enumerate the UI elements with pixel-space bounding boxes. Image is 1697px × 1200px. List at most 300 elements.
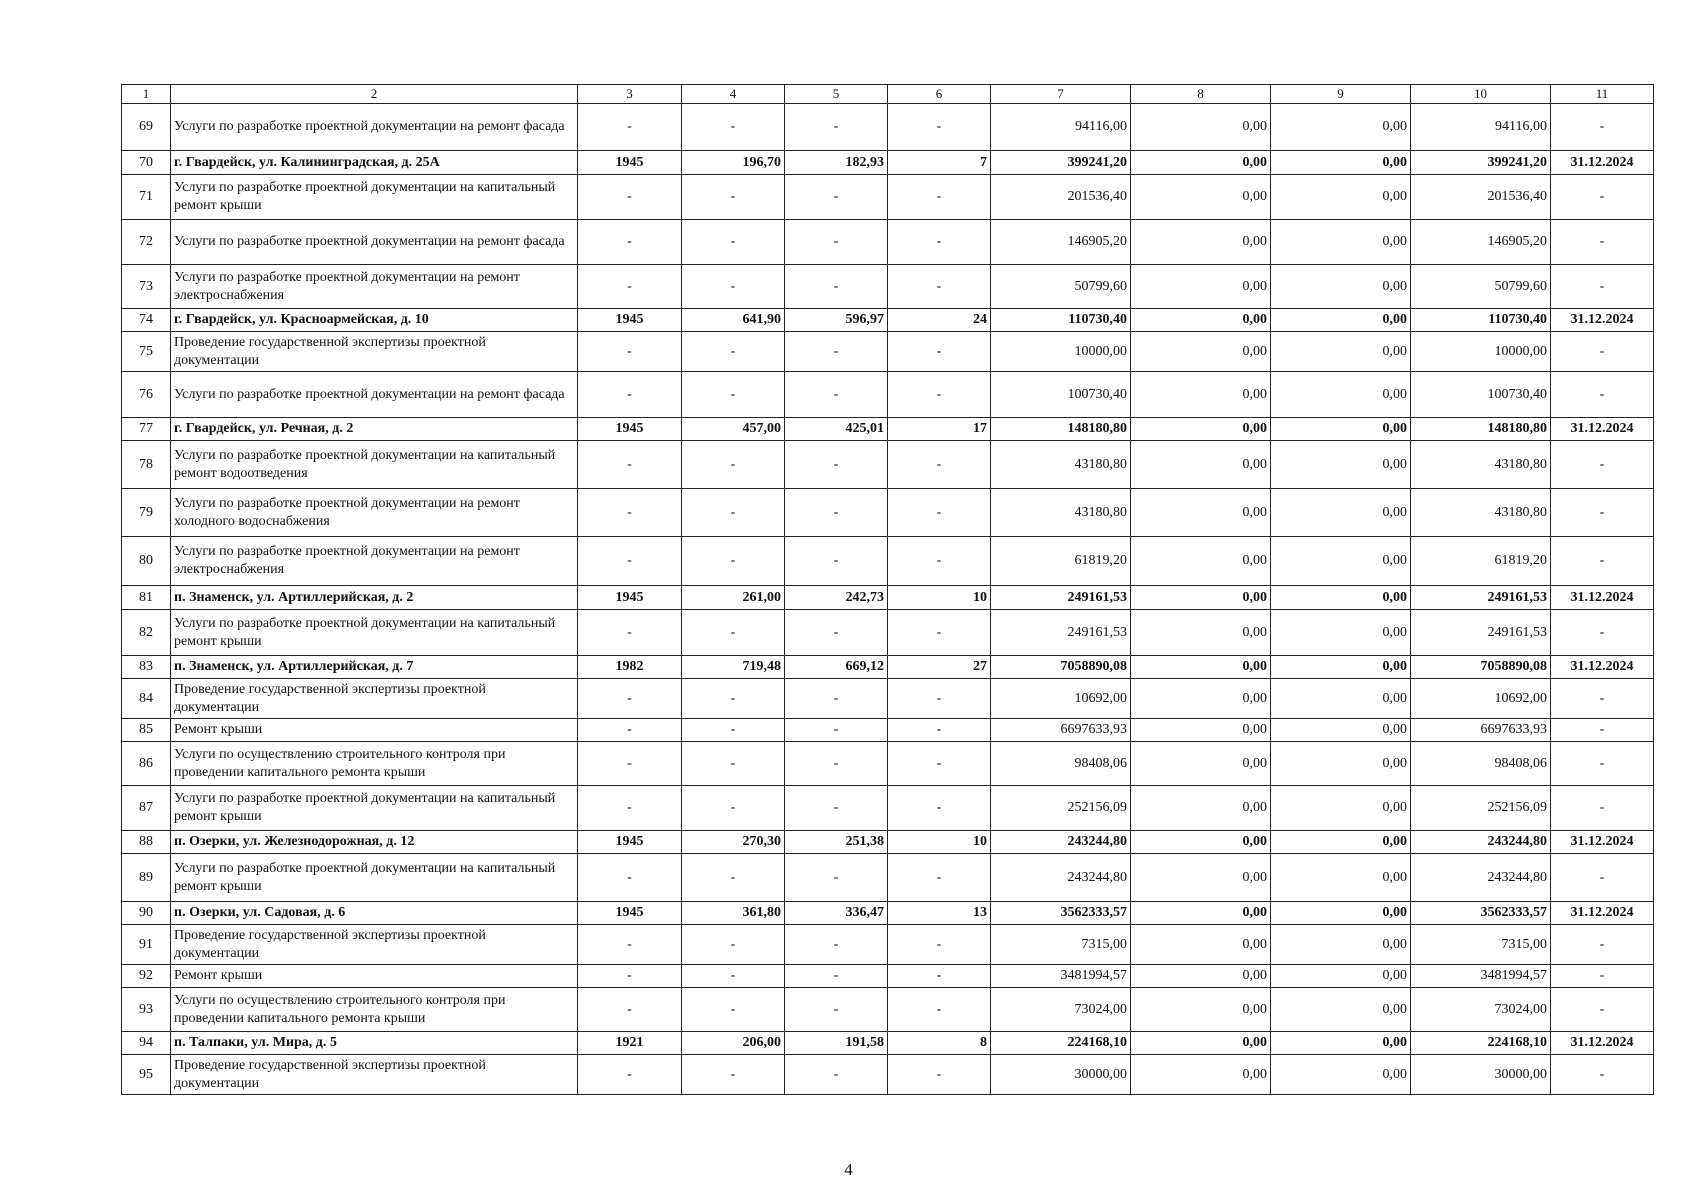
fund-share-cell: 0,00 [1131, 656, 1271, 679]
total-area-cell: - [682, 537, 785, 586]
owners-share-cell: 201536,40 [1411, 175, 1551, 220]
budget-share-cell: 0,00 [1271, 151, 1411, 175]
budget-share-cell: 0,00 [1271, 679, 1411, 719]
owners-share-cell: 98408,06 [1411, 742, 1551, 786]
description-cell: Услуги по разработке проектной документации на ремонт электроснабжения [171, 265, 578, 309]
total-cost-cell: 201536,40 [991, 175, 1131, 220]
work-row [122, 679, 1654, 719]
description-cell: Услуги по разработке проектной документации на капитальный ремонт крыши [171, 786, 578, 831]
residents-cell: - [888, 965, 991, 988]
row-number-cell: 78 [122, 441, 171, 489]
row-number-cell: 86 [122, 742, 171, 786]
completion-date-cell: 31.12.2024 [1551, 902, 1654, 925]
build-year-cell: 1945 [578, 309, 682, 332]
living-area-cell: 336,47 [785, 902, 888, 925]
total-area-cell: - [682, 175, 785, 220]
row-number-cell: 75 [122, 332, 171, 372]
build-year-cell: - [578, 489, 682, 537]
completion-date-cell: 31.12.2024 [1551, 656, 1654, 679]
residents-cell: - [888, 441, 991, 489]
total-area-cell: - [682, 679, 785, 719]
living-area-cell: - [785, 441, 888, 489]
total-area-cell: - [682, 265, 785, 309]
living-area-cell: - [785, 786, 888, 831]
row-number-cell: 88 [122, 831, 171, 854]
living-area-cell: - [785, 854, 888, 902]
work-row [122, 719, 1654, 742]
living-area-cell: 425,01 [785, 418, 888, 441]
total-area-cell: - [682, 489, 785, 537]
total-area-cell: - [682, 220, 785, 265]
build-year-cell: 1945 [578, 902, 682, 925]
row-number-cell: 87 [122, 786, 171, 831]
owners-share-cell: 100730,40 [1411, 372, 1551, 418]
work-row [122, 1055, 1654, 1095]
address-row [122, 418, 1654, 441]
total-cost-cell: 224168,10 [991, 1032, 1131, 1055]
owners-share-cell: 243244,80 [1411, 831, 1551, 854]
work-row [122, 220, 1654, 265]
fund-share-cell: 0,00 [1131, 586, 1271, 610]
fund-share-cell: 0,00 [1131, 610, 1271, 656]
budget-share-cell: 0,00 [1271, 372, 1411, 418]
fund-share-cell: 0,00 [1131, 309, 1271, 332]
budget-share-cell: 0,00 [1271, 831, 1411, 854]
living-area-cell: - [785, 175, 888, 220]
description-cell: Услуги по разработке проектной документации на ремонт фасада [171, 372, 578, 418]
residents-cell: - [888, 719, 991, 742]
build-year-cell: - [578, 220, 682, 265]
work-row [122, 104, 1654, 151]
fund-share-cell: 0,00 [1131, 786, 1271, 831]
completion-date-cell: - [1551, 104, 1654, 151]
residents-cell: - [888, 854, 991, 902]
row-number-cell: 74 [122, 309, 171, 332]
owners-share-cell: 224168,10 [1411, 1032, 1551, 1055]
residents-cell: - [888, 988, 991, 1032]
build-year-cell: 1945 [578, 586, 682, 610]
total-cost-cell: 73024,00 [991, 988, 1131, 1032]
description-cell: п. Озерки, ул. Садовая, д. 6 [171, 902, 578, 925]
budget-share-cell: 0,00 [1271, 104, 1411, 151]
total-cost-cell: 399241,20 [991, 151, 1131, 175]
budget-share-cell: 0,00 [1271, 965, 1411, 988]
residents-cell: - [888, 489, 991, 537]
total-area-cell: - [682, 332, 785, 372]
row-number-cell: 90 [122, 902, 171, 925]
total-cost-cell: 98408,06 [991, 742, 1131, 786]
column-number: 11 [1551, 85, 1654, 104]
row-number-cell: 77 [122, 418, 171, 441]
column-numbers-row [122, 85, 1654, 104]
work-row [122, 489, 1654, 537]
description-cell: Услуги по разработке проектной документации на ремонт электроснабжения [171, 537, 578, 586]
residents-cell: - [888, 175, 991, 220]
description-cell: г. Гвардейск, ул. Калининградская, д. 25А [171, 151, 578, 175]
completion-date-cell: 31.12.2024 [1551, 418, 1654, 441]
total-area-cell: - [682, 854, 785, 902]
owners-share-cell: 43180,80 [1411, 441, 1551, 489]
residents-cell: 17 [888, 418, 991, 441]
owners-share-cell: 7058890,08 [1411, 656, 1551, 679]
total-area-cell: 261,00 [682, 586, 785, 610]
residents-cell: - [888, 786, 991, 831]
owners-share-cell: 146905,20 [1411, 220, 1551, 265]
build-year-cell: 1921 [578, 1032, 682, 1055]
completion-date-cell: - [1551, 489, 1654, 537]
budget-share-cell: 0,00 [1271, 265, 1411, 309]
living-area-cell: - [785, 332, 888, 372]
total-cost-cell: 43180,80 [991, 441, 1131, 489]
total-area-cell: - [682, 610, 785, 656]
fund-share-cell: 0,00 [1131, 489, 1271, 537]
description-cell: Услуги по разработке проектной документации на капитальный ремонт крыши [171, 610, 578, 656]
description-cell: Ремонт крыши [171, 719, 578, 742]
column-number: 7 [991, 85, 1131, 104]
build-year-cell: - [578, 854, 682, 902]
fund-share-cell: 0,00 [1131, 679, 1271, 719]
row-number-cell: 73 [122, 265, 171, 309]
owners-share-cell: 94116,00 [1411, 104, 1551, 151]
description-cell: Услуги по разработке проектной документации на капитальный ремонт крыши [171, 175, 578, 220]
budget-share-cell: 0,00 [1271, 786, 1411, 831]
total-cost-cell: 243244,80 [991, 854, 1131, 902]
budget-share-cell: 0,00 [1271, 610, 1411, 656]
description-cell: п. Знаменск, ул. Артиллерийская, д. 2 [171, 586, 578, 610]
address-row [122, 151, 1654, 175]
living-area-cell: - [785, 988, 888, 1032]
row-number-cell: 83 [122, 656, 171, 679]
fund-share-cell: 0,00 [1131, 537, 1271, 586]
budget-share-cell: 0,00 [1271, 854, 1411, 902]
address-row [122, 309, 1654, 332]
total-cost-cell: 243244,80 [991, 831, 1131, 854]
page-number: 4 [844, 1160, 853, 1179]
address-row [122, 831, 1654, 854]
row-number-cell: 81 [122, 586, 171, 610]
residents-cell: 24 [888, 309, 991, 332]
build-year-cell: - [578, 988, 682, 1032]
total-cost-cell: 148180,80 [991, 418, 1131, 441]
budget-share-cell: 0,00 [1271, 175, 1411, 220]
work-row [122, 441, 1654, 489]
build-year-cell: - [578, 786, 682, 831]
total-cost-cell: 249161,53 [991, 610, 1131, 656]
budget-share-cell: 0,00 [1271, 988, 1411, 1032]
total-area-cell: 206,00 [682, 1032, 785, 1055]
budget-share-cell: 0,00 [1271, 537, 1411, 586]
fund-share-cell: 0,00 [1131, 902, 1271, 925]
address-row [122, 586, 1654, 610]
build-year-cell: - [578, 332, 682, 372]
description-cell: Проведение государственной экспертизы проектной документации [171, 679, 578, 719]
completion-date-cell: 31.12.2024 [1551, 1032, 1654, 1055]
build-year-cell: - [578, 719, 682, 742]
residents-cell: - [888, 332, 991, 372]
build-year-cell: - [578, 265, 682, 309]
budget-share-cell: 0,00 [1271, 309, 1411, 332]
owners-share-cell: 3562333,57 [1411, 902, 1551, 925]
total-cost-cell: 110730,40 [991, 309, 1131, 332]
owners-share-cell: 50799,60 [1411, 265, 1551, 309]
living-area-cell: - [785, 610, 888, 656]
row-number-cell: 84 [122, 679, 171, 719]
living-area-cell: 251,38 [785, 831, 888, 854]
owners-share-cell: 3481994,57 [1411, 965, 1551, 988]
residents-cell: 13 [888, 902, 991, 925]
completion-date-cell: 31.12.2024 [1551, 831, 1654, 854]
completion-date-cell: - [1551, 965, 1654, 988]
total-cost-cell: 43180,80 [991, 489, 1131, 537]
owners-share-cell: 61819,20 [1411, 537, 1551, 586]
column-number: 6 [888, 85, 991, 104]
completion-date-cell: - [1551, 610, 1654, 656]
total-cost-cell: 10692,00 [991, 679, 1131, 719]
build-year-cell: 1982 [578, 656, 682, 679]
fund-share-cell: 0,00 [1131, 104, 1271, 151]
total-area-cell: 641,90 [682, 309, 785, 332]
residents-cell: 7 [888, 151, 991, 175]
row-number-cell: 89 [122, 854, 171, 902]
total-cost-cell: 94116,00 [991, 104, 1131, 151]
description-cell: Проведение государственной экспертизы проектной документации [171, 1055, 578, 1095]
total-area-cell: 196,70 [682, 151, 785, 175]
row-number-cell: 92 [122, 965, 171, 988]
row-number-cell: 71 [122, 175, 171, 220]
completion-date-cell: - [1551, 265, 1654, 309]
work-row [122, 175, 1654, 220]
owners-share-cell: 249161,53 [1411, 610, 1551, 656]
row-number-cell: 94 [122, 1032, 171, 1055]
completion-date-cell: - [1551, 925, 1654, 965]
row-number-cell: 93 [122, 988, 171, 1032]
budget-share-cell: 0,00 [1271, 586, 1411, 610]
total-area-cell: - [682, 441, 785, 489]
work-row [122, 742, 1654, 786]
column-number: 3 [578, 85, 682, 104]
build-year-cell: - [578, 742, 682, 786]
living-area-cell: - [785, 372, 888, 418]
total-area-cell: 457,00 [682, 418, 785, 441]
description-cell: Проведение государственной экспертизы проектной документации [171, 925, 578, 965]
work-row [122, 786, 1654, 831]
column-number: 9 [1271, 85, 1411, 104]
total-cost-cell: 7058890,08 [991, 656, 1131, 679]
owners-share-cell: 249161,53 [1411, 586, 1551, 610]
fund-share-cell: 0,00 [1131, 988, 1271, 1032]
total-area-cell: - [682, 104, 785, 151]
completion-date-cell: - [1551, 332, 1654, 372]
owners-share-cell: 252156,09 [1411, 786, 1551, 831]
budget-share-cell: 0,00 [1271, 441, 1411, 489]
total-cost-cell: 6697633,93 [991, 719, 1131, 742]
fund-share-cell: 0,00 [1131, 372, 1271, 418]
owners-share-cell: 7315,00 [1411, 925, 1551, 965]
total-area-cell: - [682, 988, 785, 1032]
living-area-cell: - [785, 537, 888, 586]
living-area-cell: - [785, 104, 888, 151]
build-year-cell: - [578, 372, 682, 418]
work-row [122, 988, 1654, 1032]
budget-share-cell: 0,00 [1271, 220, 1411, 265]
living-area-cell: - [785, 742, 888, 786]
total-cost-cell: 252156,09 [991, 786, 1131, 831]
description-cell: Услуги по осуществлению строительного контроля при проведении капитального ремонта крыши [171, 742, 578, 786]
total-area-cell: - [682, 372, 785, 418]
completion-date-cell: 31.12.2024 [1551, 586, 1654, 610]
work-row [122, 265, 1654, 309]
budget-share-cell: 0,00 [1271, 656, 1411, 679]
total-cost-cell: 146905,20 [991, 220, 1131, 265]
living-area-cell: - [785, 679, 888, 719]
total-cost-cell: 61819,20 [991, 537, 1131, 586]
owners-share-cell: 243244,80 [1411, 854, 1551, 902]
row-number-cell: 69 [122, 104, 171, 151]
residents-cell: - [888, 610, 991, 656]
description-cell: п. Знаменск, ул. Артиллерийская, д. 7 [171, 656, 578, 679]
owners-share-cell: 30000,00 [1411, 1055, 1551, 1095]
completion-date-cell: - [1551, 786, 1654, 831]
total-area-cell: 719,48 [682, 656, 785, 679]
fund-share-cell: 0,00 [1131, 441, 1271, 489]
total-area-cell: - [682, 925, 785, 965]
build-year-cell: - [578, 1055, 682, 1095]
description-cell: Услуги по осуществлению строительного контроля при проведении капитального ремонта крыши [171, 988, 578, 1032]
build-year-cell: 1945 [578, 418, 682, 441]
budget-share-cell: 0,00 [1271, 742, 1411, 786]
owners-share-cell: 6697633,93 [1411, 719, 1551, 742]
column-number: 5 [785, 85, 888, 104]
fund-share-cell: 0,00 [1131, 719, 1271, 742]
description-cell: Ремонт крыши [171, 965, 578, 988]
build-year-cell: - [578, 679, 682, 719]
build-year-cell: 1945 [578, 831, 682, 854]
residents-cell: - [888, 742, 991, 786]
owners-share-cell: 73024,00 [1411, 988, 1551, 1032]
description-cell: г. Гвардейск, ул. Речная, д. 2 [171, 418, 578, 441]
row-number-cell: 82 [122, 610, 171, 656]
living-area-cell: 242,73 [785, 586, 888, 610]
total-area-cell: - [682, 742, 785, 786]
total-area-cell: - [682, 786, 785, 831]
living-area-cell: 182,93 [785, 151, 888, 175]
column-number: 1 [122, 85, 171, 104]
description-cell: Услуги по разработке проектной документации на ремонт холодного водоснабжения [171, 489, 578, 537]
total-cost-cell: 3481994,57 [991, 965, 1131, 988]
row-number-cell: 80 [122, 537, 171, 586]
table-body [122, 85, 1654, 1095]
living-area-cell: - [785, 925, 888, 965]
completion-date-cell: - [1551, 854, 1654, 902]
total-area-cell: 270,30 [682, 831, 785, 854]
living-area-cell: - [785, 965, 888, 988]
residents-cell: 10 [888, 586, 991, 610]
build-year-cell: 1945 [578, 151, 682, 175]
total-cost-cell: 30000,00 [991, 1055, 1131, 1095]
fund-share-cell: 0,00 [1131, 831, 1271, 854]
column-number: 10 [1411, 85, 1551, 104]
residents-cell: - [888, 1055, 991, 1095]
fund-share-cell: 0,00 [1131, 1032, 1271, 1055]
residents-cell: - [888, 265, 991, 309]
description-cell: Услуги по разработке проектной документации на ремонт фасада [171, 104, 578, 151]
fund-share-cell: 0,00 [1131, 742, 1271, 786]
build-year-cell: - [578, 104, 682, 151]
row-number-cell: 85 [122, 719, 171, 742]
row-number-cell: 91 [122, 925, 171, 965]
fund-share-cell: 0,00 [1131, 175, 1271, 220]
work-row [122, 854, 1654, 902]
living-area-cell: - [785, 265, 888, 309]
total-cost-cell: 249161,53 [991, 586, 1131, 610]
total-cost-cell: 100730,40 [991, 372, 1131, 418]
residents-cell: 27 [888, 656, 991, 679]
total-cost-cell: 3562333,57 [991, 902, 1131, 925]
work-row [122, 965, 1654, 988]
completion-date-cell: - [1551, 679, 1654, 719]
residents-cell: - [888, 220, 991, 265]
work-row [122, 925, 1654, 965]
total-cost-cell: 50799,60 [991, 265, 1131, 309]
description-cell: Услуги по разработке проектной документации на капитальный ремонт водоотведения [171, 441, 578, 489]
build-year-cell: - [578, 610, 682, 656]
fund-share-cell: 0,00 [1131, 925, 1271, 965]
work-plan-table [121, 84, 1654, 1095]
owners-share-cell: 43180,80 [1411, 489, 1551, 537]
residents-cell: - [888, 537, 991, 586]
work-row [122, 332, 1654, 372]
residents-cell: 10 [888, 831, 991, 854]
row-number-cell: 70 [122, 151, 171, 175]
completion-date-cell: - [1551, 372, 1654, 418]
description-cell: г. Гвардейск, ул. Красноармейская, д. 10 [171, 309, 578, 332]
owners-share-cell: 399241,20 [1411, 151, 1551, 175]
build-year-cell: - [578, 965, 682, 988]
owners-share-cell: 110730,40 [1411, 309, 1551, 332]
total-cost-cell: 7315,00 [991, 925, 1131, 965]
living-area-cell: - [785, 489, 888, 537]
work-row [122, 610, 1654, 656]
owners-share-cell: 10000,00 [1411, 332, 1551, 372]
owners-share-cell: 10692,00 [1411, 679, 1551, 719]
fund-share-cell: 0,00 [1131, 151, 1271, 175]
fund-share-cell: 0,00 [1131, 418, 1271, 441]
description-cell: Услуги по разработке проектной документации на капитальный ремонт крыши [171, 854, 578, 902]
column-number: 4 [682, 85, 785, 104]
fund-share-cell: 0,00 [1131, 220, 1271, 265]
fund-share-cell: 0,00 [1131, 965, 1271, 988]
living-area-cell: - [785, 1055, 888, 1095]
completion-date-cell: 31.12.2024 [1551, 151, 1654, 175]
completion-date-cell: - [1551, 719, 1654, 742]
residents-cell: - [888, 925, 991, 965]
row-number-cell: 95 [122, 1055, 171, 1095]
living-area-cell: 596,97 [785, 309, 888, 332]
budget-share-cell: 0,00 [1271, 332, 1411, 372]
residents-cell: - [888, 372, 991, 418]
total-area-cell: - [682, 1055, 785, 1095]
column-number: 8 [1131, 85, 1271, 104]
description-cell: п. Талпаки, ул. Мира, д. 5 [171, 1032, 578, 1055]
budget-share-cell: 0,00 [1271, 902, 1411, 925]
build-year-cell: - [578, 537, 682, 586]
fund-share-cell: 0,00 [1131, 854, 1271, 902]
living-area-cell: 669,12 [785, 656, 888, 679]
residents-cell: 8 [888, 1032, 991, 1055]
budget-share-cell: 0,00 [1271, 925, 1411, 965]
address-row [122, 902, 1654, 925]
total-area-cell: - [682, 719, 785, 742]
